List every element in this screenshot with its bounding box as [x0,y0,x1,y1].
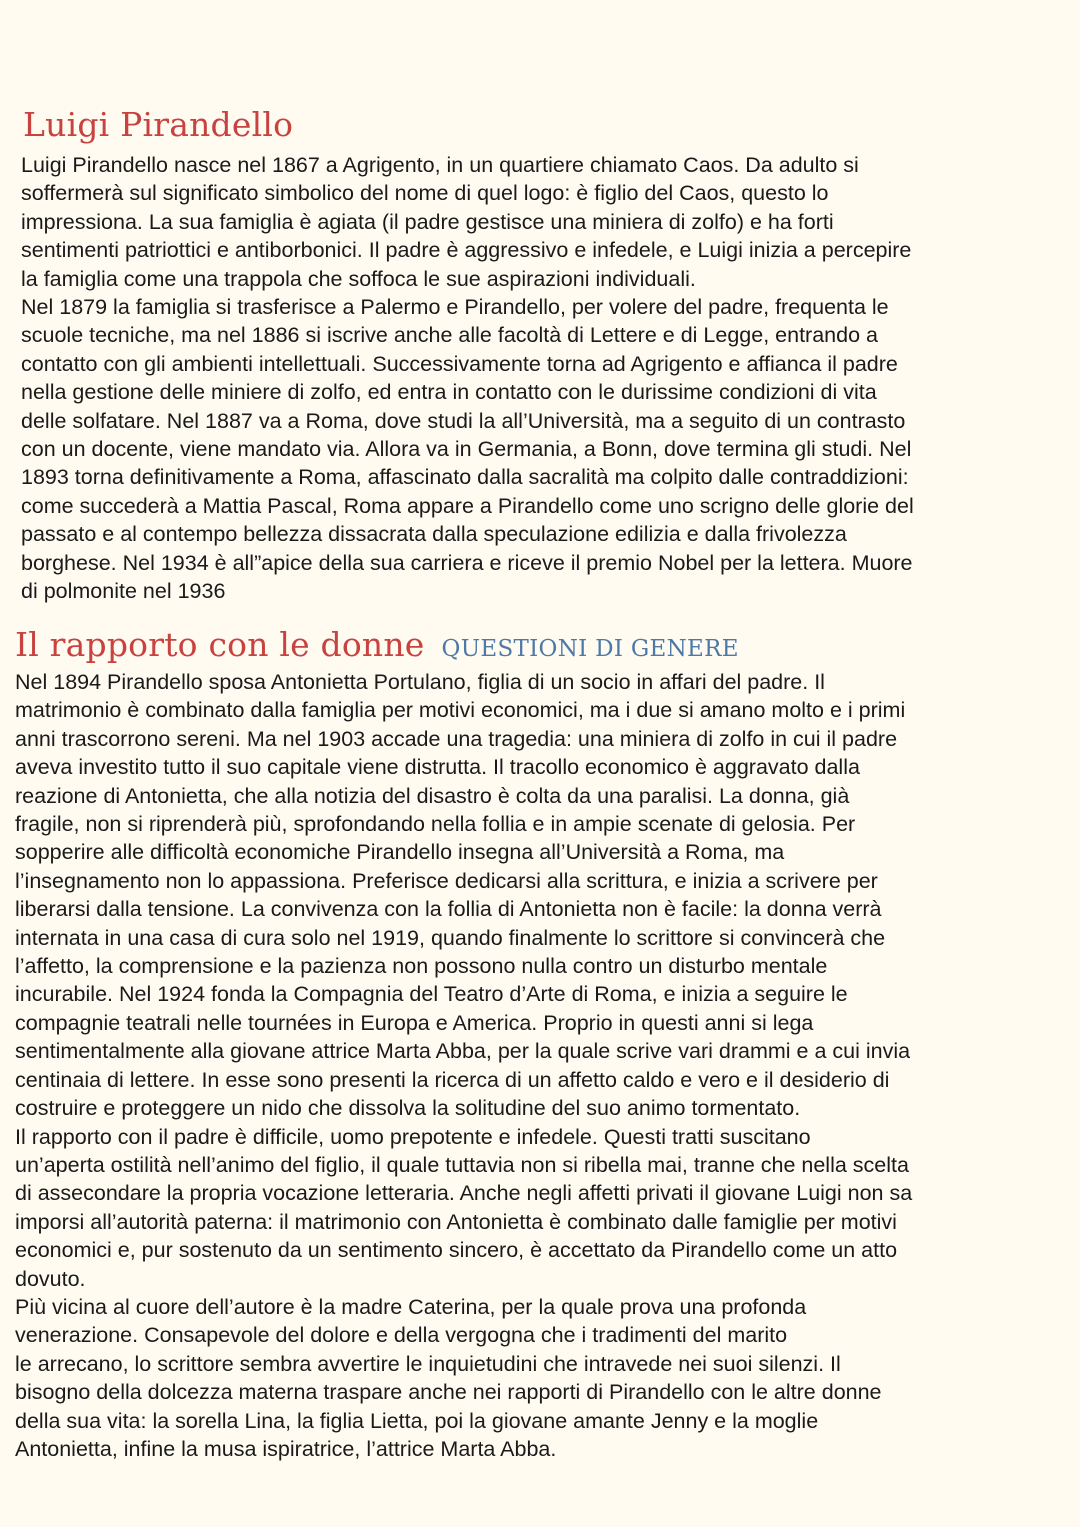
section-title-biography: Luigi Pirandello [23,105,294,144]
section-header-women [15,625,1055,664]
section-women [15,625,1055,1463]
section-title-women: Il rapporto con le donne [15,625,425,664]
paragraph: Il rapporto con il padre è difficile, uomo prepotente e infedele. Questi tratti suscitano un’aperta ostilità nell’animo del figlio, il quale tuttavia non si ribella mai, tranne che nella scelta di assecondare la propria vocazione letteraria. Anche negli affetti privati il giovane Luigi non sa imporsi all’autorità paterna: il matrimonio con Antonietta è combinato dalle famiglie per motivi economici e, pur sostenuto da un sentimento sincero, è accettato da Pirandello come un atto dovuto. [15,1124,913,1291]
paragraph: Luigi Pirandello nasce nel 1867 a Agrigento, in un quartiere chiamato Caos. Da adulto si soffermerà sul significato simbolico del nome di quel logo: è figlio del Caos, questo lo impressiona. La sua famiglia è agiata (il padre gestisce una miniera di zolfo) e ha forti sentimenti patriottici e antiborbonici. Il padre è aggressivo e infedele, e Luigi inizia a percepire la famiglia come una trappola che soffoca le sue aspirazioni individuali. [21,153,912,291]
paragraph: Nel 1894 Pirandello sposa Antonietta Portulano, figlia di un socio in affari del padre. Il matrimonio è combinato dalla famiglia per motivi economici, ma i due si amano molto e i primi anni trascorrono sereni. Ma nel 1903 accade una tragedia: una miniera di zolfo in cui il padre aveva investito tutto il suo capitale viene distrutta. Il tracollo economico è aggravato dalla reazione di Antonietta, che alla notizia del disastro è colta da una paralisi. La donna, già fragile, non si riprenderà più, sprofondando nella follia e in ampie scenate di gelosia. Per sopperire alle difficoltà economiche Pirandello insegna all’Università a Roma, ma l’insegnamento non lo appassiona. Preferisce dedicarsi alla scrittura, e inizia a scrivere per liberarsi dalla tensione. La convivenza con la follia di Antonietta non è facile: la donna verrà internata in una casa di cura solo nel 1919, quando finalmente lo scrittore si convincerà che l’affetto, la comprensione e la pazienza non possono nulla contro un disturbo mentale incurabile. Nel 1924 fonda la Compagnia del Teatro d’Arte di Roma, e inizia a seguire le compagnie teatrali nelle tournées in Europa e America. Proprio in questi anni si lega sentimentalmente alla giovane attrice Marta Abba, per la quale scrive vari drammi e a cui invia centinaia di lettere. In esse sono presenti la ricerca di un affetto caldo e vero e il desiderio di costruire e proteggere un nido che dissolva la solitudine del suo animo tormentato. [15,670,911,1121]
paragraph: Nel 1879 la famiglia si trasferisce a Palermo e Pirandello, per volere del padre, frequenta le scuole tecniche, ma nel 1886 si iscrive anche alle facoltà di Lettere e di Legge, entrando a contatto con gli ambienti intellettuali. Successivamente torna ad Agrigento e affianca il padre nella gestione delle miniere di zolfo, ed entra in contatto con le durissime condizioni di vita delle solfatare. Nel 1887 va a Roma, dove studi la all’Università, ma a seguito di un contrasto con un docente, viene mandato via. Allora va in Germania, a Bonn, dove termina gli studi. Nel 1893 torna definitivamente a Roma, affascinato dalla sacralità ma colpito dalle contraddizioni: come succederà a Mattia Pascal, Roma appare a Pirandello come uno scrigno delle glorie del passato e al contempo bellezza dissacrata dalla speculazione edilizia e dalla frivolezza borghese. Nel 1934 è all”apice della sua carriera e riceve il premio Nobel per la lettera. Muore di polmonite nel 1936 [21,295,914,604]
section-tag: QUESTIONI DI GENERE [441,636,739,662]
section-biography [21,105,1051,606]
paragraph: Più vicina al cuore dell’autore è la madre Caterina, per la quale prova una profonda venerazione. Consapevole del dolore e della vergogna che i tradimenti del marito le arrecano, lo scrittore sembra avvertire le inquietudini che intravede nei suoi silenzi. Il bisogno della dolcezza materna traspare anche nei rapporti di Pirandello con le altre donne della sua vita: la sorella Lina, la figlia Lietta, poi la giovane amante Jenny e la moglie Antonietta, infine la musa ispiratrice, l’attrice Marta Abba. [15,1294,882,1461]
